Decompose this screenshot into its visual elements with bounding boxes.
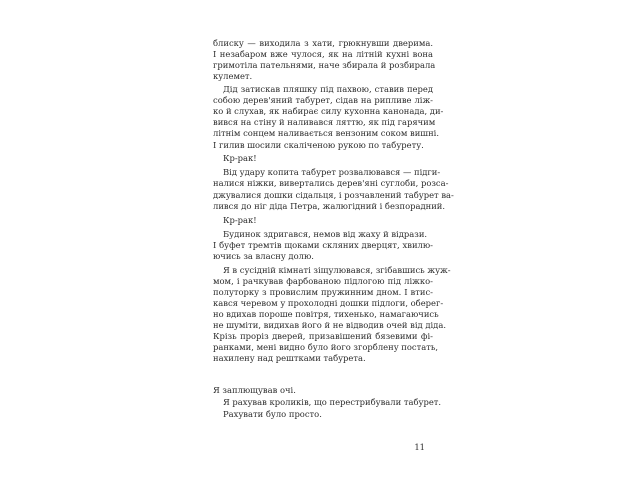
text-line: не шуміти, видихав його й не відводив очей від діда.: [213, 320, 446, 330]
text-line: кулемет.: [213, 71, 253, 81]
text-line: ко й слухав, як набирає силу кухонна канонада, ди-: [213, 106, 444, 116]
text-line: лився до ніг діда Петра, жалюгідний і безпорадний.: [213, 201, 446, 211]
text-line: літнім сонцем наливається вензоним соком вишні.: [213, 128, 440, 138]
text-line: блиску — виходила з хати, грюкнувши дверима.: [213, 38, 433, 48]
text-line: І гилив шосили скаліченою рукою по табурету.: [213, 140, 424, 150]
text-line: Крізь проріз дверей, призавішений бязевими фі-: [213, 331, 433, 341]
text-line: Дід затискав пляшку під пахвою, ставив перед: [223, 84, 433, 94]
text-line: полуторку з провислим пружинним дном. І втис-: [213, 287, 433, 297]
text-line: І незабаром вже чулося, як на літній кухні вона: [213, 49, 433, 59]
text-line: І буфет тремтів щоками скляних дверцят, хвилю-: [213, 240, 433, 250]
text-line: Кр-рак!: [223, 215, 257, 225]
text-line: но вдихав пороше повітря, тихенько, намагаючись: [213, 309, 439, 319]
page-number: 11: [414, 442, 425, 452]
text-line: ранками, мені видно було його згорблену постать,: [213, 342, 439, 352]
text-line: Я рахував кроликів, що перестрибували табурет.: [223, 397, 442, 407]
text-line: Я заплющував очі.: [213, 385, 296, 395]
text-line: Будинок здригався, немов від жаху й відрази.: [223, 229, 428, 239]
text-line: кався черевом у прохолодні дошки підлоги, оберег-: [213, 298, 444, 308]
text-line: нахилену над рештками табурета.: [213, 353, 366, 363]
text-line: вився на стіну й наливався ляттю, як під гарячим: [213, 117, 436, 127]
text-line: Я в сусідній кімнаті зіщулювався, згібавшись жуж-: [223, 265, 451, 275]
text-line: налися ніжки, вивертались дерев'яні суглоби, розса-: [213, 178, 449, 188]
text-line: ючись за власну долю.: [213, 251, 314, 261]
text-line: Від удару копита табурет розвалювався — підги-: [223, 167, 441, 177]
text-line: Кр-рак!: [223, 153, 257, 163]
text-line: Рахувати було просто.: [223, 409, 322, 419]
text-line: джувалися дошки сідальця, і розчавлений табурет ва-: [213, 190, 454, 200]
text-line: собою дерев'яний табурет, сідав на рипливе ліж-: [213, 95, 433, 105]
text-line: мом, і рачкував фарбованою підлогою під ліжко-: [213, 276, 433, 286]
text-line: гримотіла пательнями, наче збирала й розбирала: [213, 60, 436, 70]
